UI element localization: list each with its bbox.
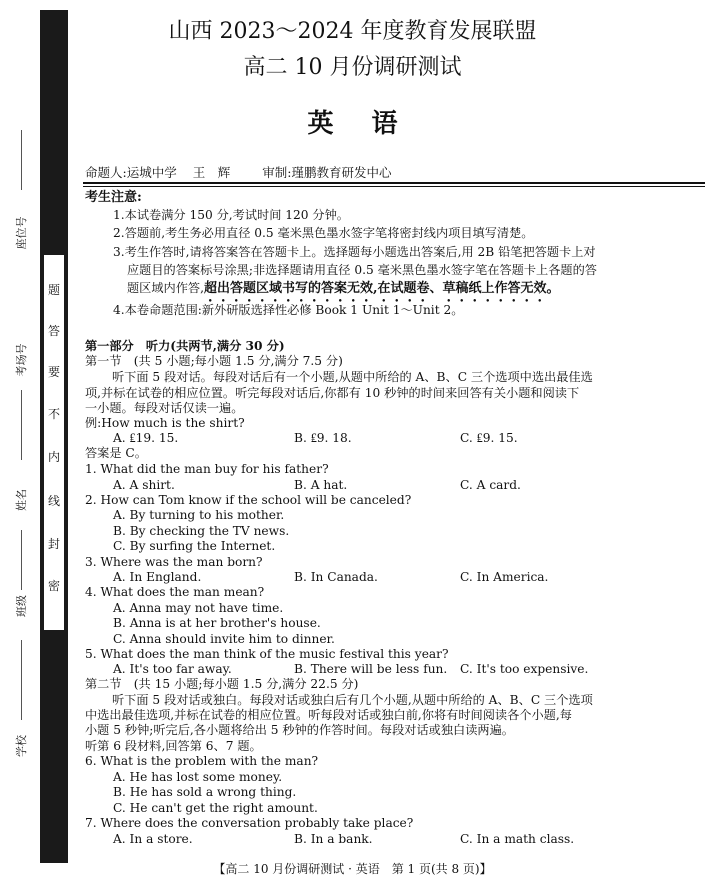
notice-3b: 应题目的答案标号涂黑;非选择题请用直径 0.5 毫米黑色墨水签字笔在答题卡上各题的答 xyxy=(127,263,597,277)
notice-heading: 考生注意: xyxy=(85,190,142,205)
section1-directions: 一小题。每段对话仅读一遍。 xyxy=(85,401,244,415)
question: 6. What is the problem with the man? xyxy=(85,754,319,768)
option: C. It's too expensive. xyxy=(460,662,589,676)
notice-1: 1.本试卷满分 150 分,考试时间 120 分钟。 xyxy=(113,208,349,222)
option: C. In a math class. xyxy=(460,832,575,846)
notice-4: 4.本卷命题范围:新外研版选择性必修 Book 1 Unit 1～Unit 2。 xyxy=(113,303,464,317)
author-line xyxy=(85,165,391,181)
class-line xyxy=(21,640,22,720)
option: C. He can't get the right amount. xyxy=(113,801,318,815)
notice-3c xyxy=(127,281,560,305)
section2-directions: 听下面 5 段对话或独白。每段对话或独白后有几个小题,从题中所给的 A、B、C 三个选项 xyxy=(112,693,593,707)
option: B. A hat. xyxy=(294,478,348,492)
section1-title: 第一节 (共 5 小题;每小题 1.5 分,满分 7.5 分) xyxy=(85,354,343,368)
option: C. A card. xyxy=(460,478,521,492)
proposer: 命题人:运城中学 xyxy=(85,165,177,180)
notice-3a: 3.考生作答时,请将答案答在答题卡上。选择题每小题选出答案后,用 2B 铅笔把答题卡上对 xyxy=(113,245,596,259)
option: C. Anna should invite him to dinner. xyxy=(113,632,335,646)
question: 5. What does the man think of the music festival this year? xyxy=(85,647,449,661)
section1-directions: 项,并标在试卷的相应位置。听完每段对话后,你都有 10 秒钟的时间来回答有关小题和阅读下 xyxy=(85,386,580,400)
seal-char: 密 xyxy=(47,579,60,593)
option: B. He has sold a wrong thing. xyxy=(113,785,297,799)
option: C. ₤9. 15. xyxy=(460,431,518,445)
option: A. In England. xyxy=(113,570,202,584)
seal-char: 封 xyxy=(47,537,60,551)
seal-char: 线 xyxy=(47,494,60,508)
proposer-name: 王 辉 xyxy=(192,165,231,180)
exam-room-label: 考场号 xyxy=(15,343,28,377)
option: B. In Canada. xyxy=(294,570,378,584)
example-answer: 答案是 C。 xyxy=(85,446,147,460)
notice-3c-emphasis: 超出答题区域书写的答案无效,在试题卷、草稿纸上作答无效。 xyxy=(204,281,560,296)
notice-3c-pre: 题区域内作答, xyxy=(127,281,204,295)
exam-room-line xyxy=(21,390,22,460)
seal-char: 内 xyxy=(47,450,60,464)
question: 3. Where was the man born? xyxy=(85,555,263,569)
question: 2. How can Tom know if the school will be canceled? xyxy=(85,493,412,507)
section1-directions: 听下面 5 段对话。每段对话后有一个小题,从题中所给的 A、B、C 三个选项中选出最佳选 xyxy=(112,370,593,384)
option: C. In America. xyxy=(460,570,549,584)
option: A. ₤19. 15. xyxy=(113,431,179,445)
exam-subtitle: 高二 10 月份调研测试 xyxy=(243,55,462,80)
section2-title: 第二节 (共 15 小题;每小题 1.5 分,满分 22.5 分) xyxy=(85,677,359,691)
option: A. It's too far away. xyxy=(113,662,232,676)
example-question: 例:How much is the shirt? xyxy=(85,416,245,430)
subject-title: 英语 xyxy=(307,109,436,139)
option: C. By surfing the Internet. xyxy=(113,539,276,553)
seat-label: 座位号 xyxy=(15,216,28,250)
notice-2: 2.答题前,考生务必用直径 0.5 毫米黑色墨水签字笔将密封线内项目填写清楚。 xyxy=(113,226,534,240)
option: B. Anna is at her brother's house. xyxy=(113,616,321,630)
seal-line-strip xyxy=(44,255,64,630)
divider xyxy=(83,182,705,184)
question: 7. Where does the conversation probably take place? xyxy=(85,816,414,830)
part1-heading: 第一部分 听力(共两节,满分 30 分) xyxy=(85,339,285,353)
school-label: 学校 xyxy=(15,735,28,757)
class-label: 班级 xyxy=(15,595,28,617)
option: A. He has lost some money. xyxy=(113,770,283,784)
question: 4. What does the man mean? xyxy=(85,585,265,599)
question: 1. What did the man buy for his father? xyxy=(85,462,329,476)
seal-char: 题 xyxy=(47,283,60,297)
seal-char: 不 xyxy=(47,407,60,421)
page-footer: 【高二 10 月份调研测试 · 英语 第 1 页(共 8 页)】 xyxy=(213,862,492,876)
exam-title: 山西 2023～2024 年度教育发展联盟 xyxy=(168,19,537,44)
seal-char: 答 xyxy=(47,324,60,338)
option: A. A shirt. xyxy=(113,478,175,492)
option: B. There will be less fun. xyxy=(294,662,448,676)
option: B. In a bank. xyxy=(294,832,373,846)
option: A. Anna may not have time. xyxy=(113,601,284,615)
name-label: 姓名 xyxy=(15,489,28,511)
divider-thin xyxy=(83,186,705,187)
option: B. ₤9. 18. xyxy=(294,431,352,445)
seal-char: 要 xyxy=(47,365,60,379)
section2-directions: 小题 5 秒钟;听完后,各小题将给出 5 秒钟的作答时间。每段对话或独白读两遍。 xyxy=(85,723,514,737)
option: A. By turning to his mother. xyxy=(113,508,285,522)
reviewer: 审制:瑾鹏教育研发中心 xyxy=(262,165,392,180)
option: B. By checking the TV news. xyxy=(113,524,290,538)
option: A. In a store. xyxy=(113,832,193,846)
material-heading: 听第 6 段材料,回答第 6、7 题。 xyxy=(85,739,262,753)
section2-directions: 中选出最佳选项,并标在试卷的相应位置。听每段对话或独白前,你将有时间阅读各个小题,每 xyxy=(85,708,572,722)
